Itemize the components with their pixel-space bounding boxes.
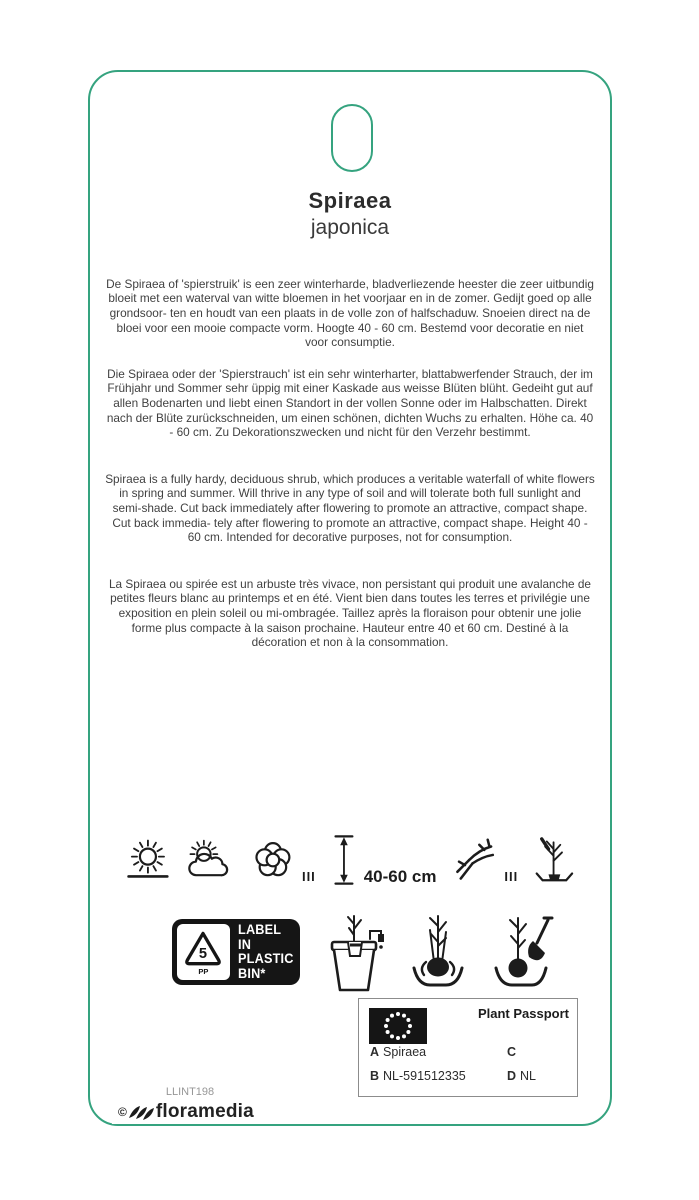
passport-key-c: C bbox=[507, 1045, 517, 1059]
copyright-mark: © bbox=[118, 1105, 127, 1119]
recycle-triangle-icon bbox=[181, 929, 225, 969]
description-english: Spiraea is a fully hardy, deciduous shrub, which produces a veritable waterfall of white flowers in spring and summer. Will thrive in any type of soil and will tolerate both full sunlight and semi-shade. Cut back immediately after flowering to promote an attractive, compact shape. Cut back immedia- tely after flowering to promote an attractive, compact shape. Height 40 - 60 cm. Intended for decorative purposes, not for consumption. bbox=[105, 471, 595, 545]
page-subtitle: japonica bbox=[310, 216, 390, 239]
hang-hole bbox=[331, 104, 373, 172]
passport-row-d bbox=[507, 1069, 536, 1083]
description-german: Die Spiraea oder der 'Spierstrauch' ist ein sehr winterharter, blattabwerfender Strauch, der im Frühjahr und Sommer sehr üppig mit einer Kaskade aus weisse Blüten blüht. Gedeiht gut auf allen Bodenarten und liebt einen Standort in der vollen Sonne oder im Halbschatten. Direkt nach der Blüte zurückschneiden, um einen schönen, dichten Wuchs zu erhalten. Höhe ca. 40 - 60 cm. Zu Dekorationszwecken und nicht für den Verzehr bestimmt. bbox=[106, 366, 594, 440]
passport-key-b: B bbox=[370, 1069, 380, 1083]
passport-row-a bbox=[370, 1045, 426, 1059]
recycle-triangle-panel bbox=[177, 924, 230, 980]
passport-value-b: NL-591512335 bbox=[383, 1069, 466, 1083]
pruning-period-marker: III bbox=[504, 869, 519, 884]
recycle-code: 5 bbox=[199, 945, 208, 962]
full-sun-icon bbox=[126, 836, 170, 884]
print-code: LLINT198 bbox=[165, 1086, 215, 1098]
partial-shade-icon bbox=[187, 836, 234, 884]
floramedia-logo bbox=[112, 1100, 260, 1124]
plant-with-shovel-icon bbox=[492, 910, 556, 994]
badge-text: LABEL IN PLASTIC BIN* bbox=[237, 922, 294, 981]
passport-title: Plant Passport bbox=[477, 1006, 569, 1021]
material-code: PP bbox=[198, 966, 209, 976]
care-icon-row bbox=[126, 824, 574, 896]
description-dutch: De Spiraea of 'spierstruik' is een zeer winterharde, bladverliezende heester die zeer uitbundig bloeit met een waterval van witte bloemen in het voorjaar en in de zomer. Gedijt goed op alle grondsoor- ten en houdt van een plaats in de volle zon of halfschaduw. Snoeien direct na de bloei voor een mooie compacte vorm. Hoogte 40 - 60 cm. Bestemd voor decoratie en niet voor consumptie. bbox=[106, 276, 594, 350]
pruning-shears-icon bbox=[454, 832, 498, 888]
handling-icon-row bbox=[172, 908, 612, 996]
brand-name: floramedia bbox=[155, 1101, 254, 1122]
flowering-period-marker: III bbox=[301, 869, 316, 884]
floramedia-leaves-icon bbox=[129, 1104, 156, 1121]
passport-row-c bbox=[507, 1045, 520, 1059]
height-value: 40-60 cm bbox=[363, 867, 437, 886]
eu-flag-icon bbox=[369, 1008, 427, 1044]
soak-in-water-icon bbox=[324, 910, 386, 994]
plant-rootball-icon bbox=[410, 910, 468, 994]
height-arrow-icon bbox=[333, 829, 355, 891]
passport-key-a: A bbox=[370, 1045, 380, 1059]
passport-key-d: D bbox=[507, 1069, 517, 1083]
passport-row-b bbox=[370, 1069, 466, 1083]
page-title: Spiraea bbox=[308, 188, 392, 213]
passport-value-d: NL bbox=[520, 1069, 537, 1083]
flower-icon bbox=[251, 834, 295, 886]
label-card bbox=[88, 70, 612, 1126]
cut-back-plant-icon bbox=[535, 831, 574, 889]
plant-passport-box bbox=[358, 998, 578, 1097]
description-french: La Spiraea ou spirée est un arbuste très vivace, non persistant qui produit une avalanche de petites fleurs blanc au printemps et en été. Vient bien dans toutes les terres et privilégie une exposition en plein soleil ou mi-ombragée. Taillez après la floraison pour obtenir une jolie forme plus compacte à la saison prochaine. Hauteur entre 40 et 60 cm. Destiné à la décoration et non à la consommation. bbox=[108, 576, 591, 650]
passport-value-a: Spiraea bbox=[383, 1045, 427, 1059]
recycle-pp5-badge bbox=[172, 919, 300, 985]
